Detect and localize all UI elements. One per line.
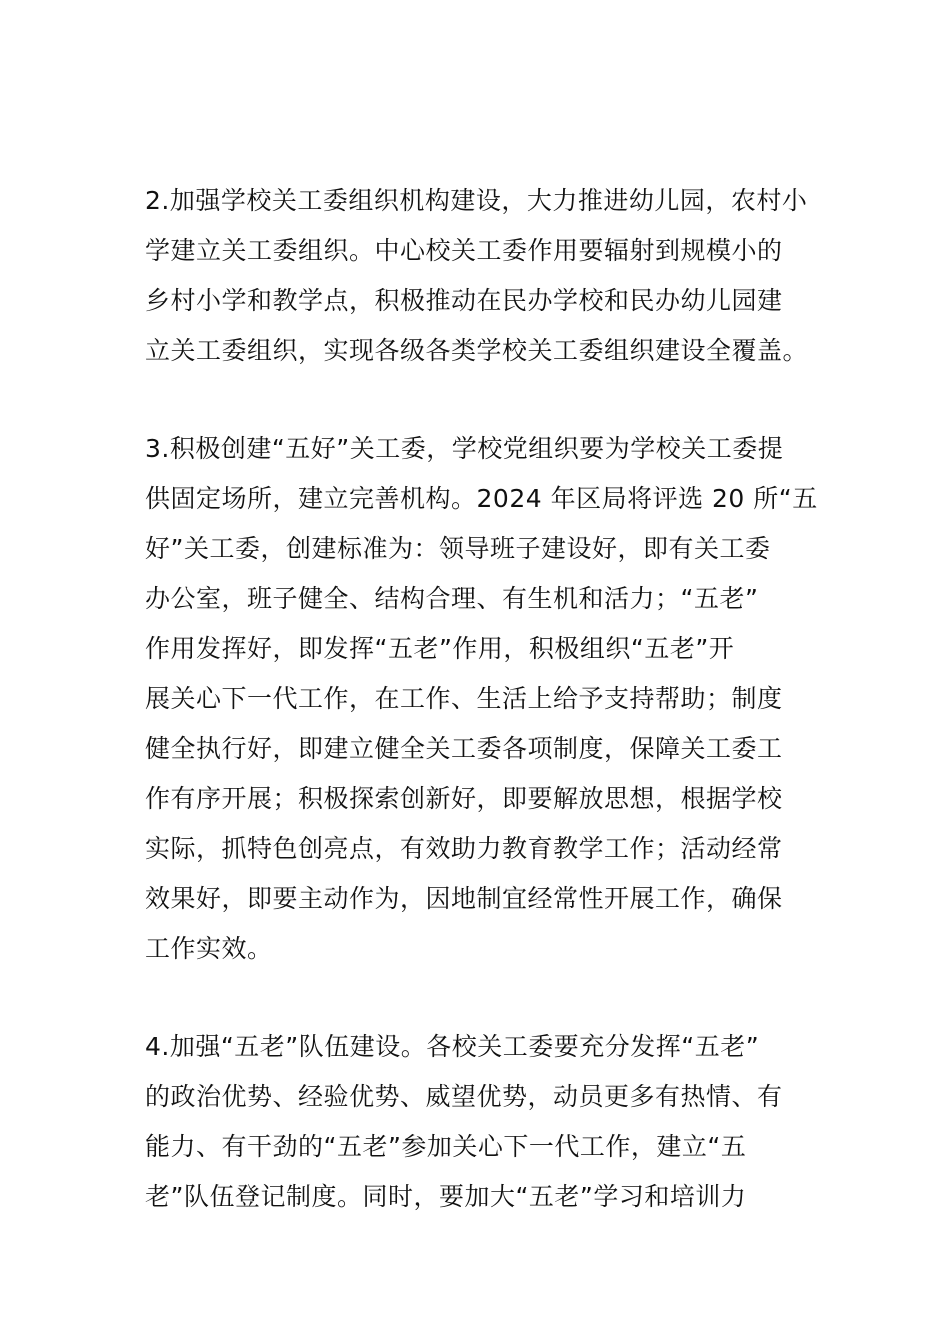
text-line: 办公室，班子健全、结构合理、有生机和活力；“五老” — [145, 584, 759, 613]
text-line: 作有序开展；积极探索创新好，即要解放思想，根据学校 — [145, 784, 783, 813]
text-line: 工作实效。 — [145, 934, 273, 963]
text-line: 实际，抓特色创亮点，有效助力教育教学工作；活动经常 — [145, 834, 783, 863]
text-line: 乡村小学和教学点，积极推动在民办学校和民办幼儿园建 — [145, 286, 783, 315]
text-line: 供固定场所，建立完善机构。2024 年区局将评选 20 所“五 — [145, 484, 818, 513]
text-line: 老”队伍登记制度。同时，要加大“五老”学习和培训力 — [145, 1182, 747, 1211]
text-line: 效果好，即要主动作为，因地制宜经常性开展工作，确保 — [145, 884, 783, 913]
text-line: 展关心下一代工作，在工作、生活上给予支持帮助；制度 — [145, 684, 783, 713]
text-line: 作用发挥好，即发挥“五老”作用，积极组织“五老”开 — [145, 634, 735, 663]
text-line: 学建立关工委组织。中心校关工委作用要辐射到规模小的 — [145, 236, 783, 265]
paragraph-4 — [145, 1022, 783, 1222]
text-line: 2.加强学校关工委组织机构建设，大力推进幼儿园，农村小 — [145, 186, 808, 215]
text-line: 能力、有干劲的“五老”参加关心下一代工作，建立“五 — [145, 1132, 747, 1161]
text-line: 好”关工委，创建标准为：领导班子建设好，即有关工委 — [145, 534, 771, 563]
text-line: 的政治优势、经验优势、威望优势，动员更多有热情、有 — [145, 1082, 783, 1111]
paragraph-2 — [145, 176, 808, 376]
text-line: 健全执行好，即建立健全关工委各项制度，保障关工委工 — [145, 734, 783, 763]
text-line: 4.加强“五老”队伍建设。各校关工委要充分发挥“五老” — [145, 1032, 760, 1061]
text-line: 立关工委组织，实现各级各类学校关工委组织建设全覆盖。 — [145, 336, 809, 365]
paragraph-3 — [145, 424, 818, 974]
text-line: 3.积极创建“五好”关工委，学校党组织要为学校关工委提 — [145, 434, 784, 463]
